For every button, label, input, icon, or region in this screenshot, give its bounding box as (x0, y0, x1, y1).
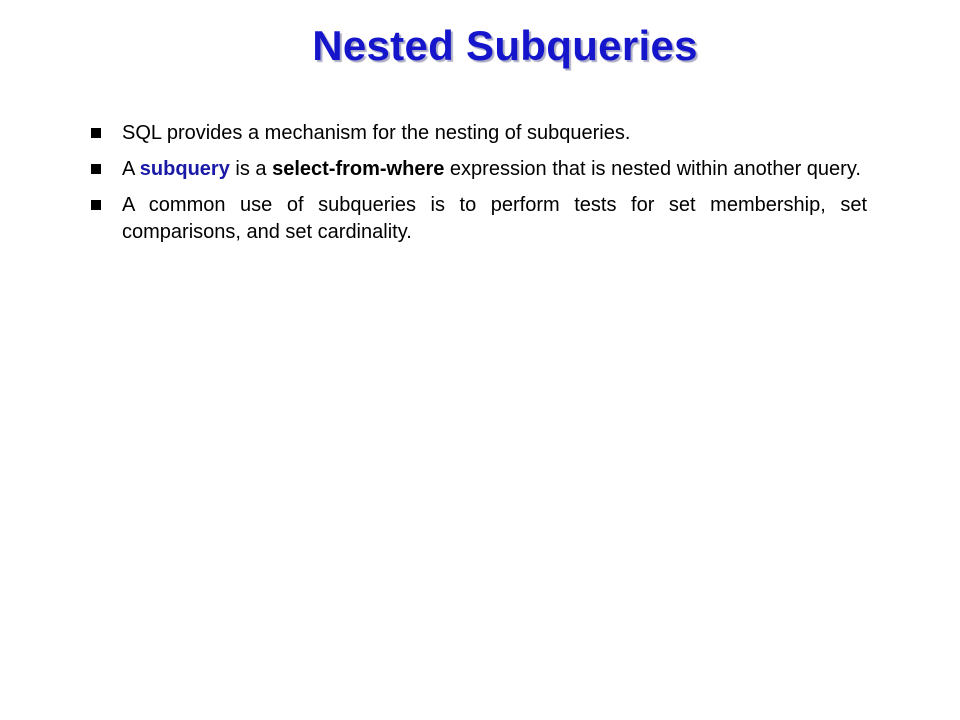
square-bullet-icon (91, 128, 101, 138)
bullet-text-post: expression that is nested within another query. (444, 158, 861, 180)
term-select-from-where: select-from-where (272, 158, 445, 180)
square-bullet-icon (91, 164, 101, 174)
bullet-item-3 (87, 192, 867, 246)
bullet-text: SQL provides a mechanism for the nesting of subqueries. (122, 122, 631, 144)
bullet-item-1 (87, 120, 867, 147)
bullet-text: A common use of subqueries is to perform tests for set membership, set comparisons, and set cardinality. (122, 194, 867, 243)
square-bullet-icon (91, 200, 101, 210)
term-subquery: subquery (139, 158, 230, 180)
bullet-text-pre: A (122, 158, 140, 180)
bullet-text-mid: is a (229, 158, 273, 180)
bullet-list (87, 120, 867, 255)
bullet-item-2 (87, 156, 867, 183)
slide-title: Nested Subqueries (312, 22, 698, 69)
